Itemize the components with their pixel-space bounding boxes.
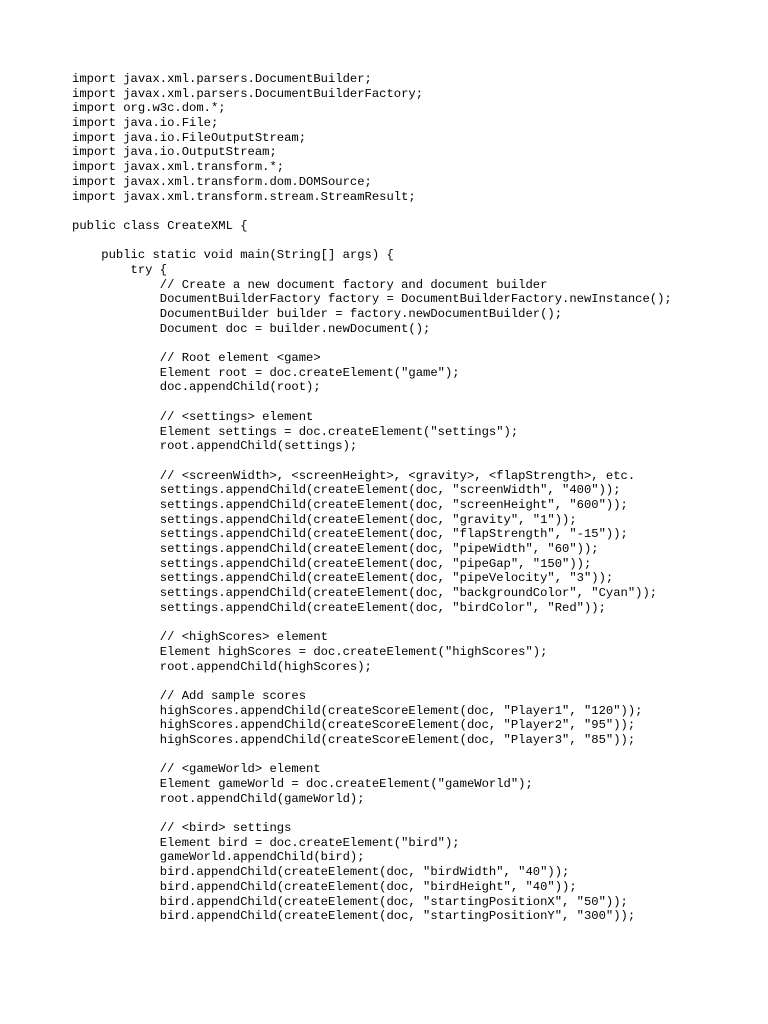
code-line: try { [72,262,168,277]
code-line: import javax.xml.parsers.DocumentBuilder; [72,72,372,86]
code-line: bird.appendChild(createElement(doc, "startingPositionY", "300")); [72,909,636,924]
code-line [72,204,732,219]
code-line [72,748,732,763]
code-line: // <settings> element [72,409,314,424]
code-line [72,615,732,630]
code-line: root.appendChild(settings); [72,439,358,454]
code-line: bird.appendChild(createElement(doc, "birdWidth", "40")); [72,865,570,880]
code-line: import java.io.File; [72,116,219,131]
code-line: highScores.appendChild(createScoreElement(doc, "Player3", "85")); [72,732,636,747]
code-line: highScores.appendChild(createScoreElement(doc, "Player2", "95")); [72,718,636,733]
code-line: // Create a new document factory and document builder [72,277,548,292]
code-line: // Root element <game> [72,351,321,366]
code-line: root.appendChild(highScores); [72,659,372,674]
code-line: import org.w3c.dom.*; [72,101,226,116]
code-line: settings.appendChild(createElement(doc, "gravity", "1")); [72,512,577,527]
code-line: settings.appendChild(createElement(doc, "screenHeight", "600")); [72,497,628,512]
code-line [72,806,732,821]
code-line [72,395,732,410]
code-line: public static void main(String[] args) { [72,248,394,263]
code-line: DocumentBuilder builder = factory.newDocumentBuilder(); [72,307,563,321]
code-line: import javax.xml.transform.*; [72,160,285,175]
code-line: settings.appendChild(createElement(doc, "flapStrength", "-15")); [72,527,628,542]
code-line: public class CreateXML { [72,218,248,233]
code-line: settings.appendChild(createElement(doc, "pipeGap", "150")); [72,556,592,571]
code-line: Element bird = doc.createElement("bird"); [72,835,460,850]
code-line [72,674,732,689]
code-line: import java.io.OutputStream; [72,145,277,160]
code-line: Element settings = doc.createElement("settings"); [72,424,519,439]
code-line: Element highScores = doc.createElement("highScores"); [72,644,548,659]
code-document [72,72,732,924]
code-line: bird.appendChild(createElement(doc, "birdHeight", "40")); [72,879,577,894]
code-line: bird.appendChild(createElement(doc, "startingPositionX", "50")); [72,894,628,909]
code-line: gameWorld.appendChild(bird); [72,850,365,865]
code-line: import javax.xml.parsers.DocumentBuilderFactory; [72,86,424,101]
code-line: Element gameWorld = doc.createElement("gameWorld"); [72,777,533,791]
code-line: // <screenWidth>, <screenHeight>, <gravity>, <flapStrength>, etc. [72,468,636,483]
code-line: doc.appendChild(root); [72,380,321,395]
code-line: settings.appendChild(createElement(doc, "screenWidth", "400")); [72,483,621,498]
code-line [72,336,732,351]
code-line: Element root = doc.createElement("game"); [72,365,460,380]
code-line: settings.appendChild(createElement(doc, "pipeWidth", "60")); [72,542,599,556]
code-line: import javax.xml.transform.dom.DOMSource; [72,174,372,189]
code-line: highScores.appendChild(createScoreElement(doc, "Player1", "120")); [72,703,643,718]
code-line: settings.appendChild(createElement(doc, "pipeVelocity", "3")); [72,571,614,586]
code-line: settings.appendChild(createElement(doc, "backgroundColor", "Cyan")); [72,586,658,601]
code-line [72,234,732,249]
code-line: // <gameWorld> element [72,762,321,777]
code-line: // <highScores> element [72,630,328,645]
code-line: // Add sample scores [72,688,307,703]
code-line: settings.appendChild(createElement(doc, "birdColor", "Red")); [72,600,606,615]
code-line: Document doc = builder.newDocument(); [72,321,431,336]
code-line: import javax.xml.transform.stream.StreamResult; [72,189,416,204]
code-line: // <bird> settings [72,821,292,836]
code-line: DocumentBuilderFactory factory = DocumentBuilderFactory.newInstance(); [72,292,672,307]
code-line: root.appendChild(gameWorld); [72,791,365,806]
code-line: import java.io.FileOutputStream; [72,130,307,145]
code-line [72,454,732,469]
